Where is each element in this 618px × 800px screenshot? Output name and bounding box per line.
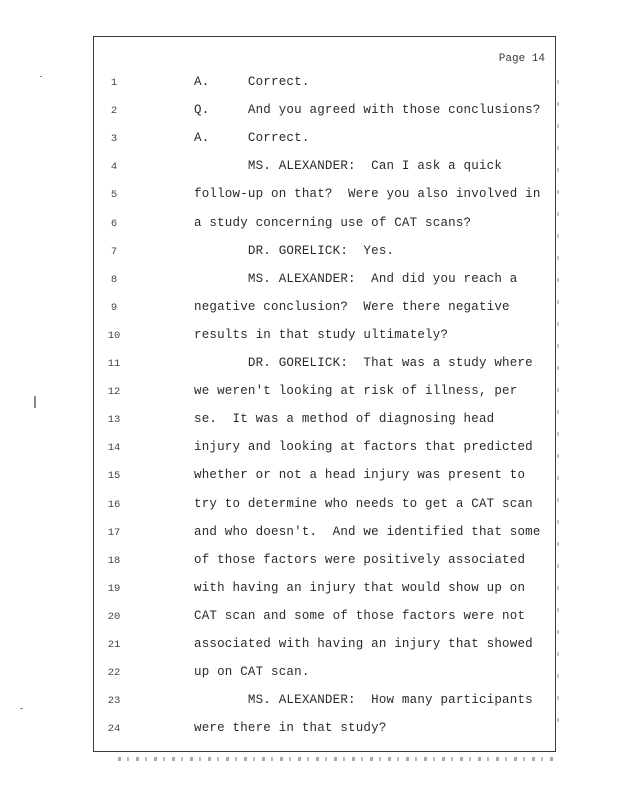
line-number: 23 xyxy=(107,695,121,708)
line-number: 17 xyxy=(107,526,121,539)
line-text: MS. ALEXANDER: Can I ask a quick xyxy=(194,159,503,174)
line-text: CAT scan and some of those factors were not xyxy=(194,608,526,623)
page-number: Page 14 xyxy=(498,53,545,65)
scan-speck xyxy=(20,708,23,709)
line-number: 16 xyxy=(107,498,121,511)
line-number: 2 xyxy=(110,105,118,118)
line-text: associated with having an injury that showed xyxy=(194,637,533,651)
line-number: 11 xyxy=(107,358,121,370)
transcript-page xyxy=(93,36,556,752)
line-text: Q. And you agreed with those conclusions? xyxy=(194,103,541,118)
scan-speck xyxy=(40,76,42,77)
line-text: try to determine who needs to get a CAT scan xyxy=(194,496,533,511)
line-text: follow-up on that? Were you also involved in xyxy=(194,187,541,202)
line-number: 9 xyxy=(110,301,118,314)
line-text: MS. ALEXANDER: And did you reach a xyxy=(194,271,518,286)
line-number: 13 xyxy=(107,414,121,427)
line-number: 20 xyxy=(107,610,121,623)
line-text: A. Correct. xyxy=(194,75,310,89)
line-number: 14 xyxy=(107,442,121,455)
scan-artifact-edge xyxy=(557,80,559,740)
line-number: 21 xyxy=(107,639,121,651)
line-text: of those factors were positively associated xyxy=(194,552,526,567)
line-number: 8 xyxy=(110,273,118,286)
line-text: we weren't looking at risk of illness, per xyxy=(194,384,518,399)
line-number: 22 xyxy=(107,667,121,680)
line-text: injury and looking at factors that predicted xyxy=(194,440,533,455)
line-text: se. It was a method of diagnosing head xyxy=(194,412,495,427)
line-text: with having an injury that would show up on xyxy=(194,580,526,595)
line-text: whether or not a head injury was present to xyxy=(194,468,526,483)
line-number: 4 xyxy=(110,161,118,174)
line-number: 18 xyxy=(107,554,121,567)
line-text: results in that study ultimately? xyxy=(194,327,449,342)
scan-artifact-bottom xyxy=(118,757,558,761)
line-text: DR. GORELICK: That was a study where xyxy=(194,356,533,370)
line-text: negative conclusion? Were there negative xyxy=(194,299,510,314)
line-number: 3 xyxy=(110,133,118,146)
line-text: A. Correct. xyxy=(194,131,310,146)
line-number: 1 xyxy=(110,77,118,89)
scan-speck xyxy=(34,396,36,408)
line-number: 24 xyxy=(107,723,121,736)
line-text: DR. GORELICK: Yes. xyxy=(194,243,395,258)
line-number: 12 xyxy=(107,386,121,399)
line-text: up on CAT scan. xyxy=(194,665,310,680)
line-number: 19 xyxy=(107,582,121,595)
line-number: 5 xyxy=(110,189,118,202)
line-text: MS. ALEXANDER: How many participants xyxy=(194,693,533,708)
line-text: and who doesn't. And we identified that some xyxy=(194,524,541,539)
line-text: a study concerning use of CAT scans? xyxy=(194,215,472,230)
line-number: 6 xyxy=(110,217,118,230)
line-number: 10 xyxy=(107,329,121,342)
line-number: 15 xyxy=(107,470,121,483)
line-number: 7 xyxy=(110,245,118,258)
line-text: were there in that study? xyxy=(194,721,387,736)
